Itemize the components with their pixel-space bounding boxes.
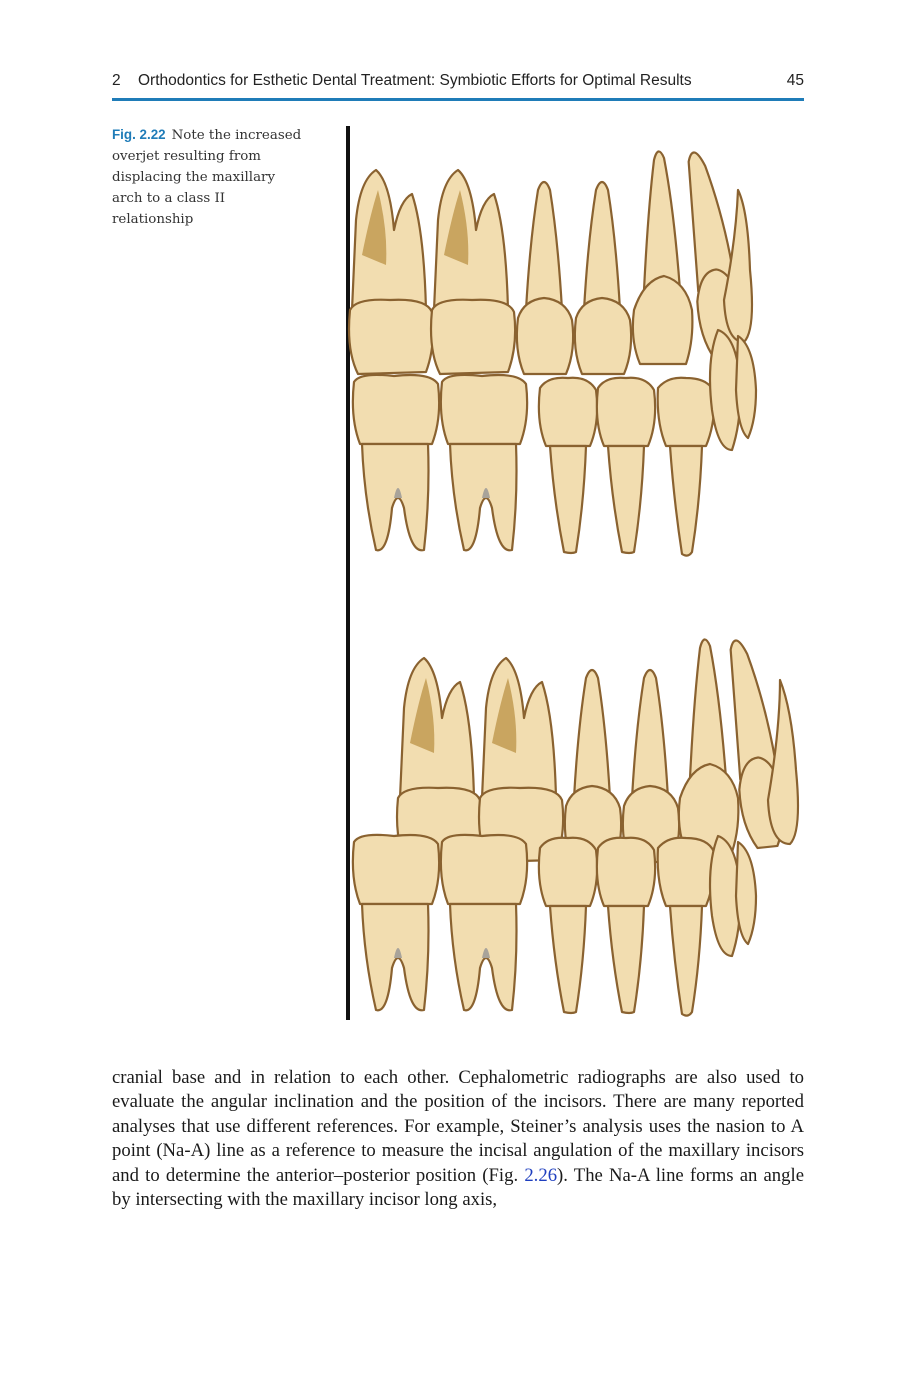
upper-canine (633, 151, 693, 364)
figure-reference-link[interactable]: 2.26 (524, 1164, 558, 1186)
lower-arch (353, 835, 756, 1016)
lower-premolar-1 (539, 378, 597, 553)
lower-premolar-2 (597, 378, 655, 553)
upper-premolar-2 (575, 182, 631, 374)
upper-premolar-1 (517, 182, 573, 374)
lower-canine (658, 378, 715, 556)
upper-arch-displaced (397, 637, 798, 862)
page-number: 45 (786, 72, 804, 89)
body-text-part-2: ). The Na-A line forms an angle by intersecting with the maxillary incisor long axis, (112, 1164, 804, 1211)
upper-arch (349, 149, 752, 374)
figure-caption-text: Note the increased overjet resulting from displacing the maxillary arch to a class II relationship (112, 128, 302, 227)
lower-premolar-2 (597, 838, 655, 1013)
body-paragraph (112, 1066, 804, 1212)
panel-normal-occlusion (349, 149, 756, 555)
upper-canine (679, 639, 739, 852)
lower-molar-2 (441, 375, 527, 550)
dental-arches-svg (340, 120, 810, 1030)
upper-molar-2 (431, 170, 515, 374)
header-rule (112, 98, 804, 101)
lower-premolar-1 (539, 838, 597, 1013)
upper-molar-2 (479, 658, 563, 862)
lower-molar-2 (441, 835, 527, 1010)
running-title: Orthodontics for Esthetic Dental Treatment: Symbiotic Efforts for Optimal Results (138, 72, 692, 89)
lower-molar-1 (353, 375, 439, 550)
chapter-number: 2 (112, 72, 121, 89)
panel-class-ii (353, 637, 798, 1015)
upper-premolar-2 (623, 670, 679, 862)
upper-molar-1 (349, 170, 433, 374)
body-text-part-1: cranial base and in relation to each other. Cephalometric radiographs are also used to evaluate the angular inclination and the position of the incisors. There are many reported analyses that use different references. For example, Steiner’s analysis uses the nasion to A point (Na-A) line as a reference to measure the incisal angulation of the maxillary incisors and to determine the anterior–posterior position (Fig. (112, 1067, 804, 1186)
figure-caption (112, 124, 308, 230)
upper-molar-1 (397, 658, 481, 862)
lower-molar-1 (353, 835, 439, 1010)
running-header (112, 70, 804, 94)
lower-canine (658, 838, 715, 1016)
teeth-illustration (340, 120, 810, 1030)
figure-label: Fig. 2.22 (112, 127, 166, 142)
upper-premolar-1 (565, 670, 621, 862)
